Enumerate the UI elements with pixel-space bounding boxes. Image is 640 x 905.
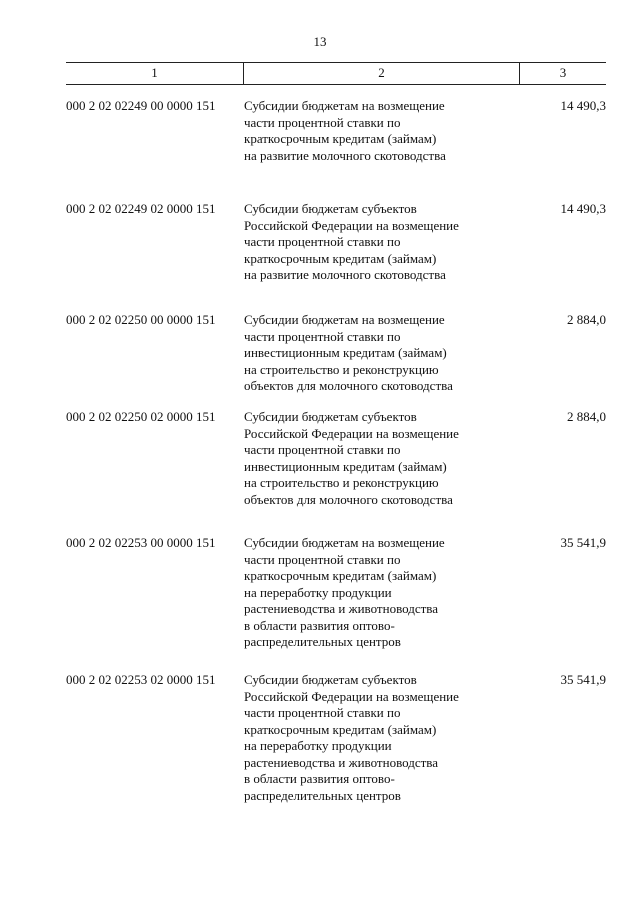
row-code: 000 2 02 02253 00 0000 151 [66, 535, 216, 550]
table-row [66, 672, 606, 812]
row-code: 000 2 02 02253 02 0000 151 [66, 672, 216, 687]
table-row [66, 312, 606, 409]
table-row [66, 98, 606, 201]
row-amount: 14 490,3 [560, 98, 606, 113]
row-name: Субсидии бюджетам на возмещение части процентной ставки по краткосрочным кредитам (займам) на переработку продукции растениеводства и животноводства в области развития оптово- распределительных центров [244, 535, 445, 649]
row-name: Субсидии бюджетам субъектов Российской Федерации на возмещение части процентной ставки по краткосрочным кредитам (займам) на развитие молочного скотоводства [244, 201, 459, 282]
row-amount: 35 541,9 [560, 535, 606, 550]
row-code: 000 2 02 02249 02 0000 151 [66, 201, 216, 216]
header-column-1: 1 [66, 63, 244, 84]
row-amount: 2 884,0 [567, 409, 606, 424]
row-amount: 2 884,0 [567, 312, 606, 327]
row-name: Субсидии бюджетам субъектов Российской Федерации на возмещение части процентной ставки по краткосрочным кредитам (займам) на переработку продукции растениеводства и животноводства в области развития оптово- распределительных центров [244, 672, 459, 803]
page-number: 13 [313, 34, 327, 49]
table-header [66, 62, 606, 85]
row-amount: 14 490,3 [560, 201, 606, 216]
header-column-2: 2 [244, 63, 520, 84]
table-row [66, 409, 606, 535]
row-code: 000 2 02 02250 02 0000 151 [66, 409, 216, 424]
row-name: Субсидии бюджетам на возмещение части процентной ставки по краткосрочным кредитам (займам) на развитие молочного скотоводства [244, 98, 446, 163]
header-column-3: 3 [559, 65, 567, 80]
table-row [66, 535, 606, 672]
table-body [66, 98, 606, 812]
row-name: Субсидии бюджетам на возмещение части процентной ставки по инвестиционным кредитам (займам) на строительство и реконструкцию объектов для молочного скотоводства [244, 312, 453, 393]
row-name: Субсидии бюджетам субъектов Российской Федерации на возмещение части процентной ставки по инвестиционным кредитам (займам) на строительство и реконструкцию объектов для молочного скотоводства [244, 409, 459, 507]
row-amount: 35 541,9 [560, 672, 606, 687]
row-code: 000 2 02 02249 00 0000 151 [66, 98, 216, 113]
row-code: 000 2 02 02250 00 0000 151 [66, 312, 216, 327]
table-row [66, 201, 606, 312]
